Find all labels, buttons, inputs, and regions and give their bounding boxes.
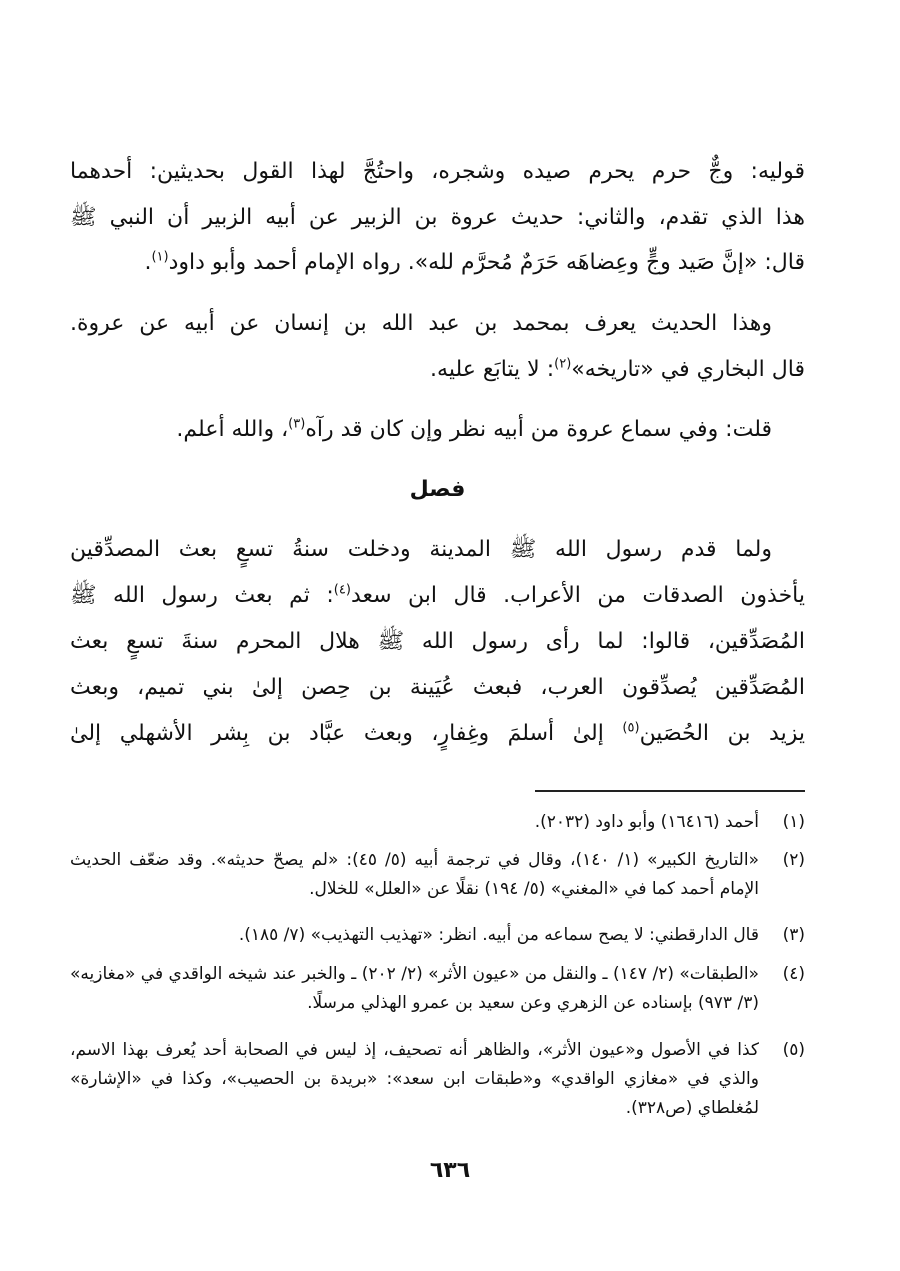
footnote-1 — [70, 808, 805, 837]
section-heading: فصل — [409, 477, 466, 502]
page-number: ٦٣٦ — [429, 1158, 471, 1183]
footnote-text: «الطبقات» (٢/ ١٤٧) ـ والنقل من «عيون الأثر» (٢/ ٢٠٢) ـ والخبر عند شيخه الواقدي في «مغازيه» (٣/ ٩٧٣) بإسناده عن الزهري وعن سعيد بن عمرو الهذلي مرسلًا. — [70, 964, 759, 1013]
footnote-ref-3: (٣) — [288, 416, 306, 432]
footnote-ref-2: (٢) — [554, 356, 572, 372]
body-line-1: قوليه: وجٌّ حرم يحرم صيده وشجره، واحتُجَّ لهذا القول بحديثين: أحدهما — [70, 159, 805, 184]
body-line-7: ولما قدم رسول الله ﷺ المدينة ودخلت سنةُ تسعٍ بعث المصدِّقين — [70, 537, 772, 562]
footnote-ref-5: (٥) — [622, 720, 640, 736]
body-line-8: يأخذون الصدقات من الأعراب. قال ابن سعد$^{(٤)}$: ثم بعث رسول الله ﷺ — [70, 582, 805, 608]
body-line-4: وهذا الحديث يعرف بمحمد بن عبد الله بن إنسان عن أبيه عن عروة. — [70, 311, 772, 336]
footnote-number: (١) — [782, 812, 805, 832]
body-line-3: قال: «إنَّ صَيد وجٍّ وعِضاهَه حَرَمٌ مُحرَّم لله». رواه الإمام أحمد وأبو داود$^{(١)}$. — [144, 249, 805, 275]
footnote-5 — [70, 1036, 805, 1123]
body-line-9: المُصَدِّقين، قالوا: لما رأى رسول الله ﷺ هلال المحرم سنةَ تسعٍ بعث — [70, 629, 805, 654]
footnote-divider — [535, 790, 805, 792]
footnote-2 — [70, 846, 805, 904]
footnote-number: (٣) — [782, 925, 805, 945]
body-line-11: يزيد بن الحُصَين$^{(٥)}$ إلىٰ أسلمَ وغِفارٍ، وبعث عبَّاد بن بِشر الأشهلي إلىٰ — [70, 720, 805, 746]
body-line-2: هذا الذي تقدم، والثاني: حديث عروة بن الزبير عن أبيه الزبير أن النبي ﷺ — [70, 205, 805, 230]
footnote-text: «التاريخ الكبير» (١/ ١٤٠)، وقال في ترجمة أبيه (٥/ ٤٥): «لم يصحّ حديثه». وقد ضعّف الحديث الإمام أحمد كما في «المغني» (٥/ ١٩٤) نقلًا عن «العلل» للخلال. — [70, 850, 759, 899]
footnote-text: كذا في الأصول و«عيون الأثر»، والظاهر أنه تصحيف، إذ ليس في الصحابة أحد يُعرف بهذا الاسم، والذي في «مغازي الواقدي» و«طبقات ابن سعد»: «بريدة بن الحصيب»، وكذا في «الإشارة» لمُغلطاي (ص٣٢٨). — [70, 1040, 759, 1118]
footnote-ref-1: (١) — [151, 249, 169, 265]
footnote-text: قال الدارقطني: لا يصح سماعه من أبيه. انظر: «تهذيب التهذيب» (٧/ ١٨٥). — [238, 925, 759, 945]
footnote-text: أحمد (١٦٤١٦) وأبو داود (٢٠٣٢). — [534, 812, 759, 832]
body-line-6: قلت: وفي سماع عروة من أبيه نظر وإن كان قد رآه$^{(٣)}$، والله أعلم. — [176, 416, 772, 442]
footnote-3 — [70, 921, 805, 950]
footnote-ref-4: (٤) — [333, 582, 351, 598]
footnote-number: (٤) — [782, 964, 805, 984]
footnote-number: (٢) — [782, 850, 805, 870]
body-line-5: قال البخاري في «تاريخه»$^{(٢)}$: لا يتابَع عليه. — [430, 356, 805, 382]
body-line-10: المُصَدِّقين يُصدِّقون العرب، فبعث عُيَينة بن حِصن إلىٰ بني تميم، وبعث — [70, 675, 805, 700]
footnote-4 — [70, 960, 805, 1018]
footnote-number: (٥) — [782, 1040, 805, 1060]
